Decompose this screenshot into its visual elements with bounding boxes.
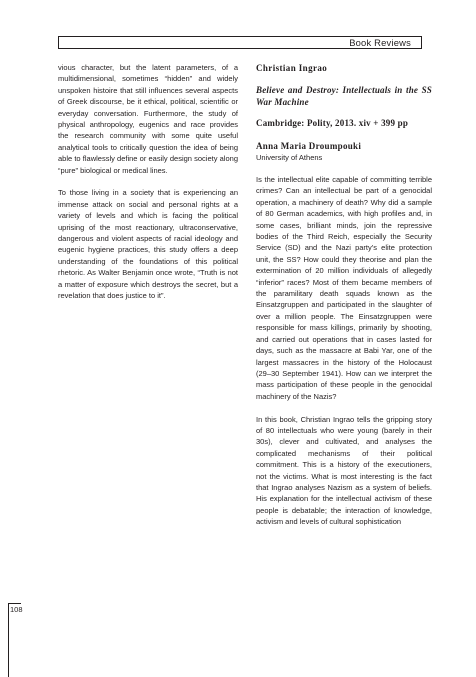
left-column bbox=[58, 62, 238, 302]
review-paragraph: In this book, Christian Ingrao tells the gripping story of 80 intellectuals who were young (barely in their 30s), clever and cultivated, and analyses the complicated mechanisms of their political commitment. This is a history of the executioners, not the victims. What is most interesting is the fact that Ingrao analyses Nazism as a system of beliefs. His explanation for the intellectual activism of these people is debatable; the interaction of knowledge, activism and levels of cultural sophistication bbox=[256, 414, 432, 527]
review-paragraph: Is the intellectual elite capable of committing terrible crimes? Can an intellectual be part of a genocidal operation, a machinery of death? Why did a sample of 80 German academics, with high profiles and, in some cases, brilliant minds, join the repressive bodies of the Third Reich, especially the Security Service (SD) and the Nazi party’s elite protection unit, the SS? How could they theorise and plan the extermination of 20 million individuals of allegedly “inferior” races? Most of them became members of the paramilitary death squads known as the Einsatzgruppen and participated in the slaughter of over a million people. The Einsatzgruppen were responsible for mass killings, primarily by shooting, and carried out operations that in cases lasted for days, such as the massacre at Babi Yar, one of the largest massacres in the history of the Holocaust (29–30 September 1941). How can we interpret the mass participation of these people in the genocidal machinery of the Nazis? bbox=[256, 175, 432, 401]
right-column bbox=[256, 62, 432, 528]
publication-details: Cambridge: Polity, 2013. xiv + 399 pp bbox=[256, 118, 409, 128]
book-author: Christian Ingrao bbox=[256, 63, 328, 73]
reviewer-affiliation: University of Athens bbox=[256, 153, 323, 162]
book-title: Believe and Destroy: Intellectuals in the SS War Machine bbox=[256, 85, 432, 107]
body-paragraph: To those living in a society that is experiencing an immense attack on social and personal rights at a variety of levels and which is facing the political uprising of the most reactionary, ultraconservative, dangerous and violent aspects of racial ideology and eugenic hygiene practices, this study offers a deep understanding of the foundations of this political rhetoric. As Walter Benjamin once wrote, “Truth is not a matter of exposure which destroys the secret, but a revelation that does justice to it”. bbox=[58, 188, 238, 301]
reviewer-name: Anna Maria Droumpouki bbox=[256, 141, 362, 151]
running-header bbox=[58, 36, 422, 49]
body-paragraph: vious character, but the latent parameters, of a multidimensional, sometimes “hidden” and widely unspoken histoire that still influences several aspects of Greek discourse, be it ethical, political, scientific or everyday conversation. Furthermore, the study of physical anthropology, eugenics and race provides the research community with some quite useful analytical tools to critically question the idea of being able to flawlessly define or easily design society along “pure” biological or medical lines. bbox=[58, 63, 238, 175]
page-number: 108 bbox=[10, 605, 23, 614]
section-title: Book Reviews bbox=[349, 37, 411, 48]
